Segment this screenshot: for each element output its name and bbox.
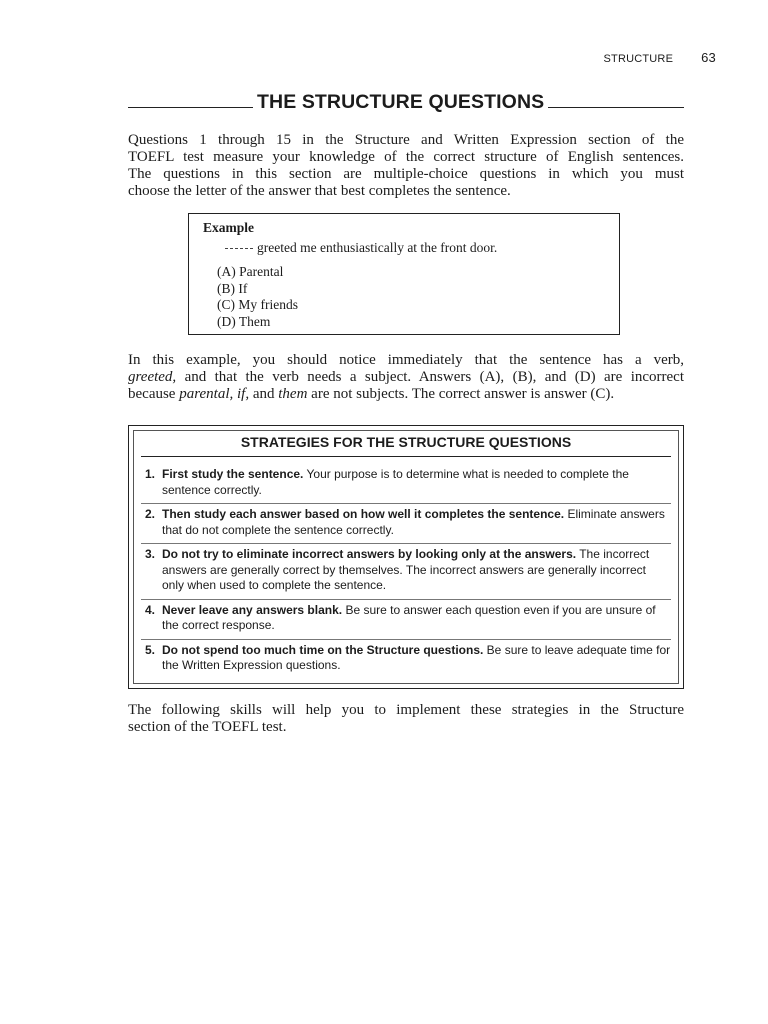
strategy-lead: Do not spend too much time on the Structure questions. [162,642,484,657]
title-rule-left [128,107,253,108]
strategy-number: 4. [145,602,156,617]
closing-line: section of the TOEFL test. [128,719,287,735]
strategy-text: The incorrect answers are generally correct by themselves. The incorrect answers are generally incorrect only when used to complete the sentence. [162,547,650,592]
strategy-item [141,464,671,504]
example-box [188,213,620,335]
strategy-item [141,640,671,679]
strategy-heading: STRATEGIES FOR THE STRUCTURE QUESTIONS [240,434,572,450]
section-title: THE STRUCTURE QUESTIONS [257,91,545,113]
strategy-lead: Never leave any answers blank. [162,602,343,617]
strategy-lead: Then study each answer based on how well it completes the sentence. [162,507,565,521]
strategy-text: Be sure to answer each question even if you are unsure of the correct response. [162,602,656,632]
strategy-item [141,544,671,600]
strategy-lead: Do not try to eliminate incorrect answers by looking only at the answers. [162,547,577,561]
example-option-d: (D) Them [217,313,271,329]
strategy-text: Be sure to leave adequate time for the Written Expression questions. [162,642,671,672]
strategy-text: Your purpose is to determine what is needed to complete the sentence correctly. [162,467,629,497]
strategy-list [141,464,671,679]
strategy-item [141,600,671,640]
analysis-line: In this example, you should notice immediately that the sentence has a verb, [128,352,684,368]
strategy-number: 2. [145,507,156,521]
closing-line: The following skills will help you to implement these strategies in the Structure [128,702,684,718]
page-number: 63 [701,50,716,65]
strategy-lead: First study the sentence. [162,467,304,481]
analysis-paragraph [128,352,684,403]
title-rule-right [548,107,684,108]
italic-word: parental, if, [179,386,250,402]
analysis-text: because [128,386,180,402]
section-title-row [128,90,684,114]
strategy-heading-rule [141,456,671,457]
strategy-text: Eliminate answers that do not complete the sentence correctly. [162,507,665,537]
intro-line: The questions in this section are multiple-choice questions in which you must [128,166,684,182]
analysis-line [128,386,684,403]
example-option-a: (A) Parental [217,264,284,279]
strategy-number: 5. [145,642,156,657]
analysis-text: and [249,386,279,402]
analysis-text: and that the verb needs a subject. Answers (A), (B), and (D) are incorrect [176,369,684,385]
strategy-number: 1. [145,467,156,481]
analysis-line [128,369,684,386]
strategy-item [141,504,671,544]
running-head [603,50,716,65]
intro-line: Questions 1 through 15 in the Structure and Written Expression section of the [128,132,684,148]
example-stem-text: greeted me enthusiastically at the front door. [257,240,498,255]
italic-word: greeted, [128,369,177,385]
italic-word: them [278,386,308,402]
running-head-section: STRUCTURE [603,53,674,65]
analysis-text: are not subjects. The correct answer is answer (C). [307,386,615,402]
strategy-box [128,425,684,689]
strategy-number: 3. [145,547,156,561]
example-option-b: (B) If [217,280,248,296]
closing-paragraph [128,702,684,736]
example-label: Example [203,220,255,235]
intro-paragraph [128,132,684,200]
intro-line: choose the letter of the answer that best completes the sentence. [128,183,511,199]
example-option-c: (C) My friends [217,297,298,312]
example-stem [225,240,605,256]
intro-line: TOEFL test measure your knowledge of the correct structure of English sentences. [128,149,684,165]
answer-blank [225,248,253,249]
